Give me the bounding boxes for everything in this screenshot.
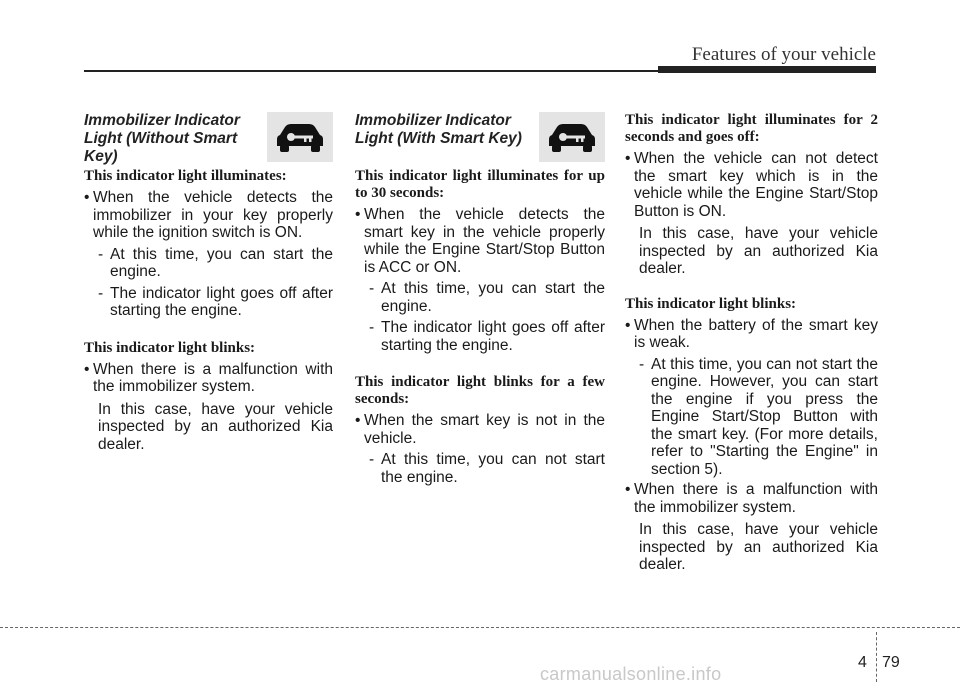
illuminates-heading: This indicator light illuminates:	[84, 168, 287, 184]
header-title: Features of your vehicle	[691, 44, 876, 65]
sub-list-item-text: At this time, you can start the engine.	[110, 245, 333, 280]
watermark: carmanualsonline.info	[540, 664, 722, 684]
footer-page-separator	[876, 632, 878, 682]
illuminates-heading: This indicator light illuminates for 2 seconds and goes off:	[625, 112, 878, 145]
sub-list-item: - At this time, you can start the engine.	[369, 280, 605, 315]
section-heading-block	[84, 112, 333, 168]
sub-list-item-text: The indicator light goes off after starting the engine.	[381, 319, 605, 354]
bullet-mark: •	[84, 360, 90, 378]
heading-line-1: Immobilizer Indicator	[355, 112, 511, 129]
footer-divider	[0, 627, 960, 628]
list-item-text: When the smart key is not in the vehicle.	[364, 412, 605, 447]
chapter-number: 4	[858, 654, 867, 671]
immobilizer-indicator-icon	[539, 112, 605, 162]
heading-line-1: Immobilizer Indicator	[84, 112, 240, 129]
section-heading	[84, 112, 264, 166]
list-item-text: When the battery of the smart key is weak.	[634, 316, 878, 351]
bullet-mark: •	[355, 206, 361, 223]
page-number: 79	[882, 654, 900, 671]
sub-list-item: - The indicator light goes off after starting the engine.	[369, 319, 605, 354]
sub-list-item: - At this time, you can not start the engine.	[369, 451, 605, 486]
note-paragraph: In this case, have your vehicle inspected by an authorized Kia dealer.	[639, 521, 878, 573]
sub-list-item: - The indicator light goes off after starting the engine.	[98, 284, 333, 319]
bullet-mark: •	[625, 150, 631, 167]
sub-list-item-text: At this time, you can not start the engine.	[381, 451, 605, 486]
list-item-text: When the vehicle can not detect the smart key which is in the vehicle while the Engine Start/Stop Button is ON.	[634, 150, 878, 220]
header-rule	[84, 70, 664, 72]
bullet-mark: •	[355, 412, 361, 429]
sub-list-item-text: The indicator light goes off after starting the engine.	[110, 284, 333, 319]
blinks-heading: This indicator light blinks for a few seconds:	[355, 374, 605, 407]
car-key-icon	[271, 119, 329, 155]
list-item	[355, 412, 605, 447]
bullet-mark: •	[84, 189, 90, 206]
list-item-text: When there is a malfunction with the immobilizer system.	[93, 360, 333, 395]
sub-list-item: - At this time, you can not start the engine. However, you can start the engine if you press the Engine Start/Stop Button with the smart key. (For more details, refer to "Starting the Engine" in section 5).	[639, 355, 878, 478]
note-paragraph: In this case, have your vehicle inspected by an authorized Kia dealer.	[98, 400, 333, 453]
list-item	[625, 481, 878, 516]
column-2	[355, 112, 605, 486]
list-item	[84, 189, 333, 242]
heading-line-2: Light (With Smart Key)	[355, 130, 522, 147]
immobilizer-indicator-icon	[267, 112, 333, 162]
list-item	[84, 361, 333, 396]
list-item	[355, 206, 605, 276]
list-item-text: When there is a malfunction with the immobilizer system.	[634, 481, 878, 516]
heading-line-2: Light (Without Smart Key)	[84, 130, 238, 165]
section-heading-block	[355, 112, 605, 168]
list-item	[625, 317, 878, 352]
list-item	[625, 150, 878, 220]
section-heading	[355, 112, 535, 148]
column-3	[625, 112, 878, 574]
column-1	[84, 112, 333, 453]
blinks-heading: This indicator light blinks:	[625, 295, 797, 312]
car-key-icon	[543, 119, 601, 155]
sub-list-item-text: At this time, you can start the engine.	[381, 280, 605, 315]
header-rule-accent	[658, 66, 876, 73]
sub-list-item: - At this time, you can start the engine.	[98, 245, 333, 280]
note-paragraph: In this case, have your vehicle inspected by an authorized Kia dealer.	[639, 225, 878, 277]
bullet-mark: •	[625, 481, 631, 498]
sub-list-item-text: At this time, you can not start the engine. However, you can start the engine if you press the Engine Start/Stop Button with the smart key. (For more details, refer to "Starting the Engine" in section 5).	[651, 355, 878, 478]
bullet-mark: •	[625, 316, 631, 334]
list-item-text: When the vehicle detects the smart key in the vehicle properly while the Engine Start/Stop Button is ACC or ON.	[364, 206, 605, 276]
list-item-text: When the vehicle detects the immobilizer in your key properly while the ignition switch is ON.	[93, 189, 333, 241]
illuminates-heading: This indicator light illuminates for up to 30 seconds:	[355, 168, 605, 201]
blinks-heading: This indicator light blinks:	[84, 339, 256, 356]
